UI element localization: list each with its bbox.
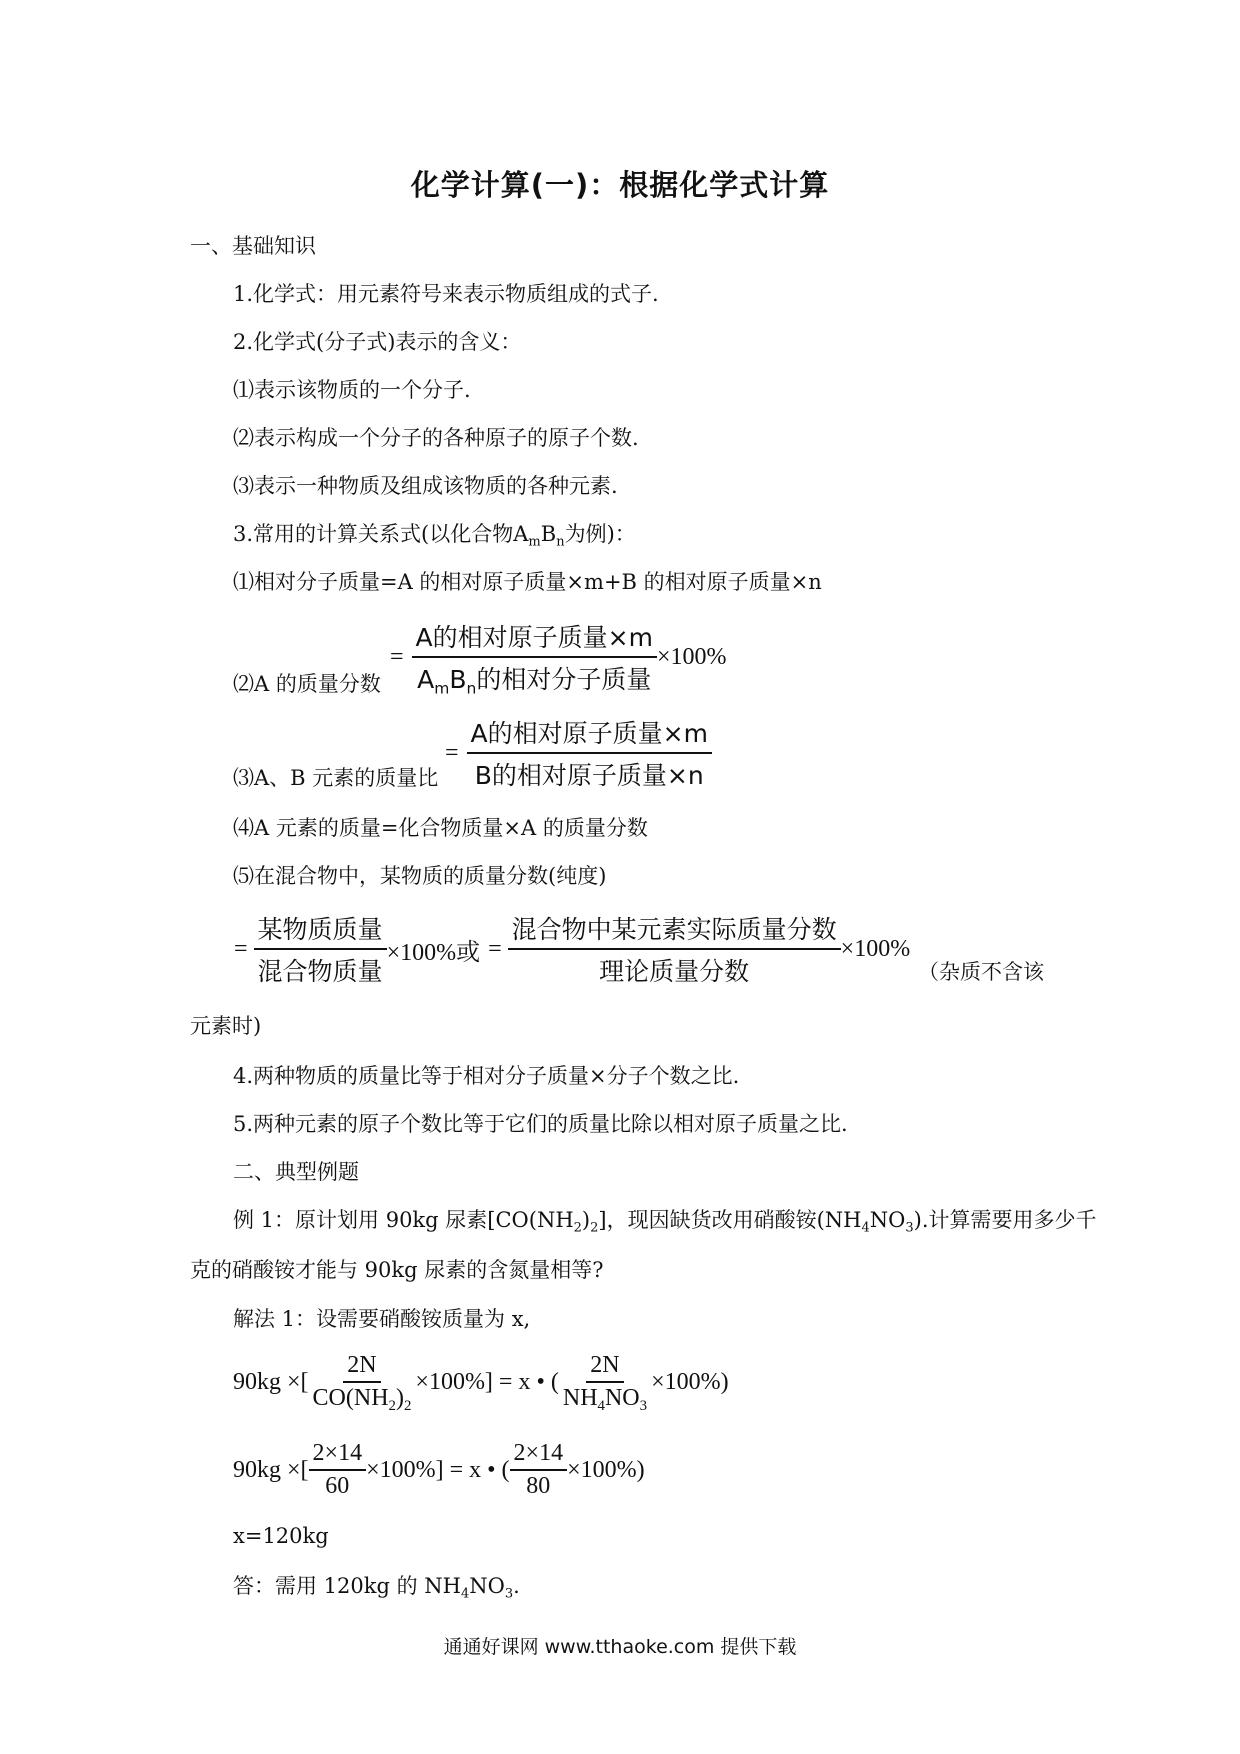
formula-5: = $\frac{\text{某物质质量}}{\text{混合物质量}}$ ×100%或 = $\frac{\text{混合物中某元素实际质量分数}}{\text{理论质量分数}}$ ×100%: [234, 910, 910, 988]
footer-watermark: 通通好课网 www.tthaoke.com 提供下载: [443, 1636, 797, 1658]
equation-1-fraction-1: $\frac{2N}{CO(NH_2)_2}$: [312, 1352, 412, 1415]
example-1-line-1: 例 1：原计划用 90kg 尿素$[CO(NH_2)_2]$，现因缺货改用硝酸铵$(NH_4NO_3)$.计算需要用多少千: [233, 1208, 1097, 1236]
solution-1: 解法 1：设需要硝酸铵质量为 x,: [233, 1307, 531, 1331]
answer: 答：需用 120kg 的 $NH_4NO_3$.: [233, 1574, 520, 1602]
item-2: 2.化学式(分子式)表示的含义：: [233, 330, 522, 354]
item-3: 3.常用的计算关系式(以化合物$A_mB_n$为例)：: [233, 522, 636, 550]
formula-5-fraction-1: $\frac{\text{某物质质量}}{\text{混合物质量}}$: [254, 910, 387, 988]
item-2-3: ⑶表示一种物质及组成该物质的各种元素.: [233, 474, 618, 498]
section-heading-examples: 二、典型例题: [233, 1160, 359, 1184]
item-5: 5.两种元素的原子个数比等于它们的质量比除以相对原子质量之比.: [233, 1112, 848, 1136]
formula-4: ⑷A 元素的质量=化合物质量×A 的质量分数: [233, 816, 648, 840]
formula-3: = $\frac{\text{A的相对原子质量×m}}{\text{B的相对原子质量×n}}$: [445, 714, 712, 792]
item-2-1: ⑴表示该物质的一个分子.: [233, 378, 471, 402]
example-1-line-2: 克的硝酸铵才能与 90kg 尿素的含氮量相等?: [190, 1258, 604, 1282]
formula-1: ⑴相对分子质量=A 的相对原子质量×m+B 的相对原子质量×n: [233, 570, 822, 594]
formula-5-note-cont: 元素时): [190, 1014, 262, 1038]
formula-2-label: ⑵A 的质量分数: [233, 672, 381, 696]
equation-2: 90kg ×[ $\frac{2\times 14}{60}$ ×100%] = x • ( $\frac{2\times 14}{80}$ ×100%): [233, 1440, 645, 1499]
formula-5-intro: ⑸在混合物中，某物质的质量分数(纯度): [233, 864, 607, 888]
item-1: 1.化学式：用元素符号来表示物质组成的式子.: [233, 282, 659, 306]
equation-2-fraction-2: $\frac{2\times 14}{80}$: [510, 1440, 568, 1500]
formula-5-note: （杂质不含该: [918, 960, 1044, 984]
page-title: 化学计算(一)：根据化学式计算: [410, 168, 830, 202]
equation-1: 90kg ×[ $\frac{2N}{CO(NH_2)_2}$ ×100%] = x • ( $\frac{2N}{NH_4NO_3}$ ×100%): [233, 1352, 729, 1415]
formula-3-fraction: $\frac{\text{A的相对原子质量×m}}{\text{B的相对原子质量×n}}$: [467, 714, 712, 792]
item-4: 4.两种物质的质量比等于相对分子质量×分子个数之比.: [233, 1064, 740, 1088]
equation-1-fraction-2: $\frac{2N}{NH_4NO_3}$: [562, 1352, 648, 1415]
item-2-2: ⑵表示构成一个分子的各种原子的原子个数.: [233, 426, 639, 450]
formula-5-fraction-2: $\frac{\text{混合物中某元素实际质量分数}}{\text{理论质量分数}}$: [508, 910, 841, 988]
formula-3-label: ⑶A、B 元素的质量比: [233, 766, 439, 790]
formula-2: = $\frac{\text{A的相对原子质量×m}}{A_mB_n的相对分子质量}$ ×100%: [390, 618, 726, 696]
formula-2-fraction: $\frac{\text{A的相对原子质量×m}}{A_mB_n的相对分子质量}$: [412, 618, 657, 696]
equation-2-fraction-1: $\frac{2\times 14}{60}$: [309, 1440, 367, 1500]
result: x=120kg: [233, 1524, 329, 1548]
section-heading-basics: 一、基础知识: [190, 234, 316, 258]
